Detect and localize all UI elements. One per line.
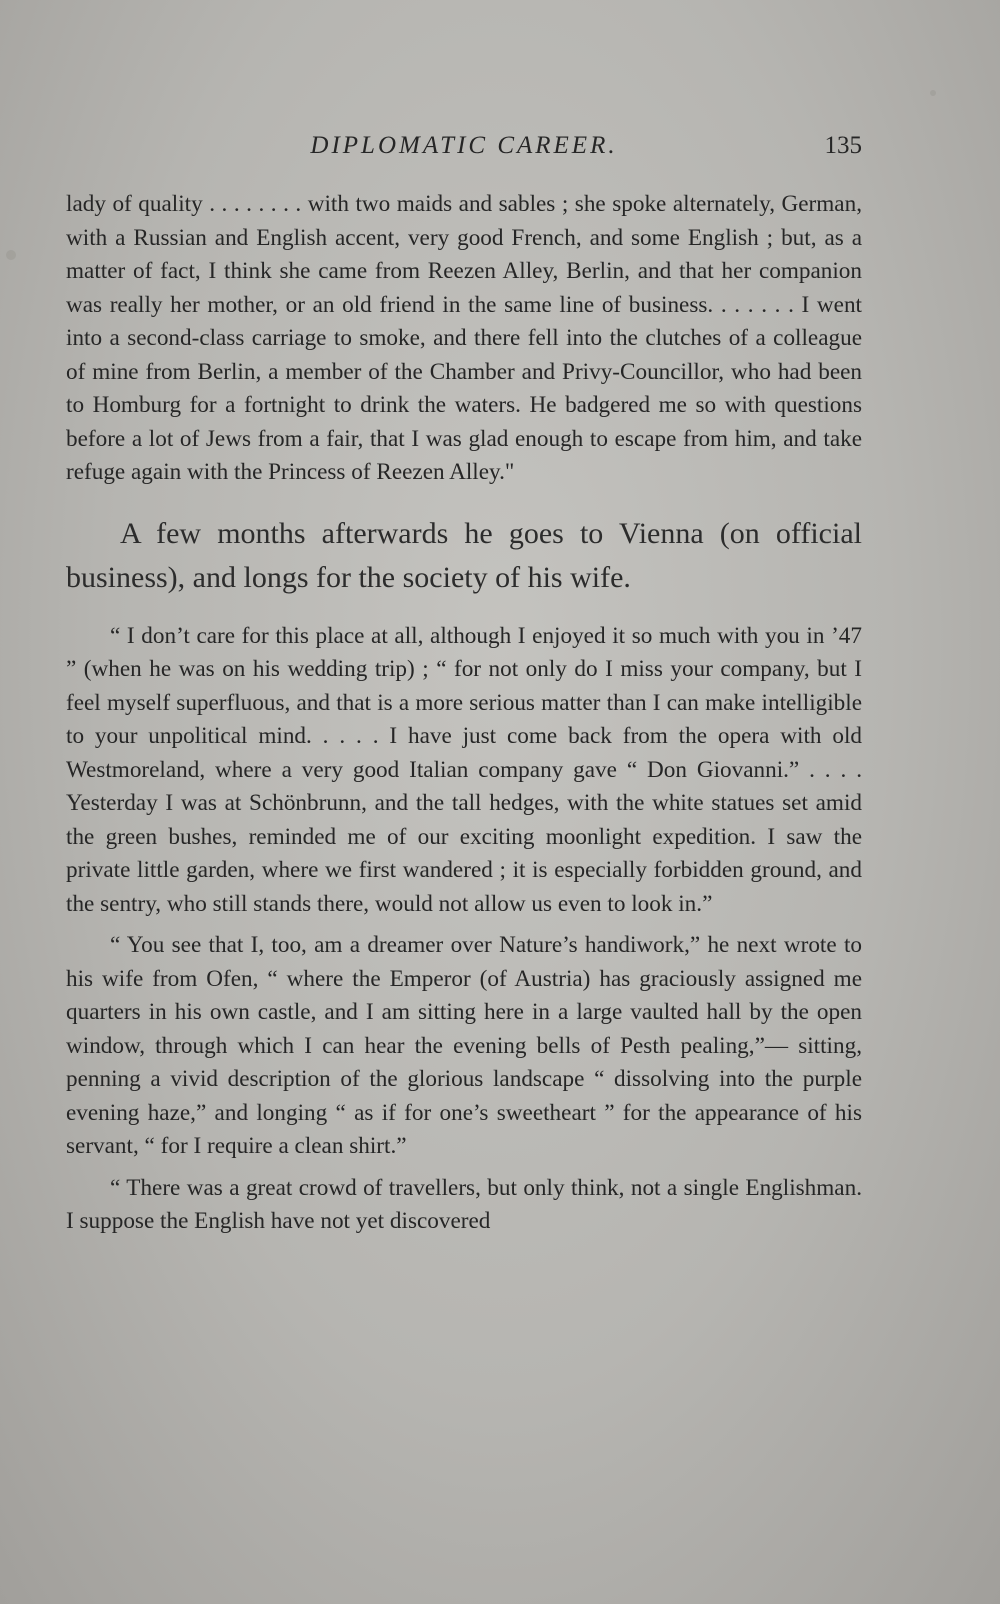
page-body	[66, 188, 862, 1239]
page-number: 135	[824, 132, 862, 159]
page-header	[66, 132, 862, 172]
summary-paragraph: A few months afterwards he goes to Vienna (on official business), and longs for the society of his wife.	[66, 516, 862, 594]
quote-paragraph-ofen: “ You see that I, too, am a dreamer over Nature’s handiwork,” he next wrote to his wife from Ofen, “ where the Emperor (of Austria) has graciously assigned me quarters in his own castle, and I am sitting here in a large vaulted hall by the open window, through which I can hear the evening bells of Pesth pealing,”— sitting, penning a vivid description of the glorious landscape “ dissolving into the purple evening haze,” and longing “ as if for one’s sweetheart ” for the appearance of his servant, “ for I require a clean shirt.”	[66, 932, 862, 1159]
page-stain	[6, 250, 16, 260]
quote-paragraph-travellers: “ There was a great crowd of travellers, but only think, not a single Englishman. I suppose the English have not yet discovered	[66, 1174, 862, 1234]
page-stain	[930, 90, 936, 96]
quote-paragraph-vienna: “ I don’t care for this place at all, although I enjoyed it so much with you in ’47 ” (when he was on his wedding trip) ; “ for not only do I miss your company, but I feel myself superfluous, and that is a more serious matter than I can make intelligible to your unpolitical mind. . . . . I have just come back from the opera with old Westmoreland, where a very good Italian company gave “ Don Giovanni.” . . . . Yesterday I was at Schönbrunn, and the tall hedges, with the white statues set amid the green bushes, reminded me of our exciting moonlight expedition. I saw the private little garden, where we first wandered ; it is especially forbidden ground, and the sentry, who still stands there, would not allow us even to look in.”	[66, 622, 862, 917]
paragraph-continuation: lady of quality . . . . . . . . with two maids and sables ; she spoke alternately, German, with a Russian and English accent, very good French, and some English ; but, as a matter of fact, I think she came from Reezen Alley, Berlin, and that her companion was really her mother, or an old friend in the same line of business. . . . . . . I went into a second-class carriage to smoke, and there fell into the clutches of a colleague of mine from Berlin, a member of the Chamber and Privy-Councillor, who had been to Homburg for a fortnight to drink the waters. He badgered me so with questions before a lot of Jews from a fair, that I was glad enough to escape from him, and take refuge again with the Princess of Reezen Alley."	[66, 191, 862, 485]
running-head: DIPLOMATIC CAREER.	[310, 132, 618, 159]
